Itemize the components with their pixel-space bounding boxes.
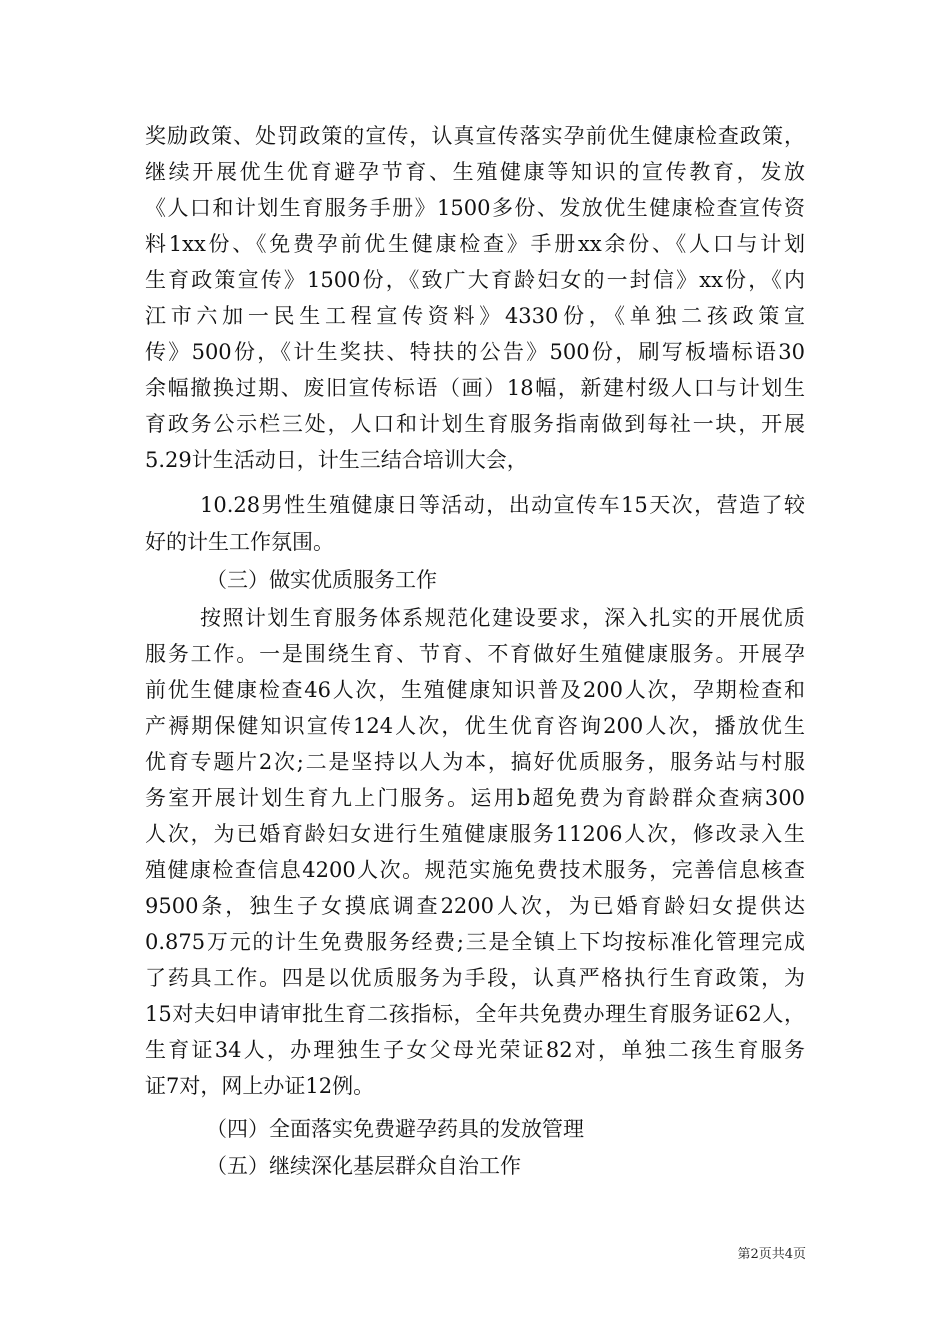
section-heading: （三）做实优质服务工作 xyxy=(206,568,437,592)
text-line: 料1xx份、《免费孕前优生健康检查》手册xx余份、《人口与计划 xyxy=(145,232,805,256)
text-line: 殖健康检查信息4200人次。规范实施免费技术服务，完善信息核查 xyxy=(145,858,805,882)
text-line: 15对夫妇申请审批生育二孩指标，全年共免费办理生育服务证62人， xyxy=(145,1002,805,1026)
text-line: 服务工作。一是围绕生育、节育、不育做好生殖健康服务。开展孕 xyxy=(145,642,805,666)
text-line: 《人口和计划生育服务手册》1500多份、发放优生健康检查宣传资 xyxy=(145,196,805,220)
text-line: 人次，为已婚育龄妇女进行生殖健康服务11206人次，修改录入生 xyxy=(145,822,805,846)
text-line: 育政务公示栏三处，人口和计划生育服务指南做到每社一块，开展 xyxy=(145,412,805,436)
section-heading: （四）全面落实免费避孕药具的发放管理 xyxy=(206,1117,584,1141)
text-line: 9500条，独生子女摸底调查2200人次，为已婚育龄妇女提供达 xyxy=(145,894,805,918)
text-line: 优育专题片2次;二是坚持以人为本，搞好优质服务，服务站与村服 xyxy=(145,750,805,774)
text-line: 按照计划生育服务体系规范化建设要求，深入扎实的开展优质 xyxy=(200,606,805,630)
text-line: 了药具工作。四是以优质服务为手段，认真严格执行生育政策，为 xyxy=(145,966,805,990)
text-line: 前优生健康检查46人次，生殖健康知识普及200人次，孕期检查和 xyxy=(145,678,805,702)
text-line: 产褥期保健知识宣传124人次，优生优育咨询200人次，播放优生 xyxy=(145,714,805,738)
text-line: 生育证34人，办理独生子女父母光荣证82对，单独二孩生育服务 xyxy=(145,1038,805,1062)
text-line: 奖励政策、处罚政策的宣传，认真宣传落实孕前优生健康检查政策， xyxy=(145,124,805,148)
text-line: 好的计生工作氛围。 xyxy=(145,530,334,554)
text-line: 5.29计生活动日，计生三结合培训大会， xyxy=(145,448,528,472)
page-number: 第2页共4页 xyxy=(737,1247,806,1262)
text-line: 0.875万元的计生免费服务经费;三是全镇上下均按标准化管理完成 xyxy=(145,930,805,954)
text-line: 余幅撤换过期、废旧宣传标语（画）18幅，新建村级人口与计划生 xyxy=(145,376,805,400)
text-line: 证7对，网上办证12例。 xyxy=(145,1074,375,1098)
section-heading: （五）继续深化基层群众自治工作 xyxy=(206,1154,521,1178)
text-line: 传》500份，《计生奖扶、特扶的公告》500份，刷写板墙标语30 xyxy=(145,340,805,364)
text-line: 江市六加一民生工程宣传资料》4330份，《单独二孩政策宣 xyxy=(145,304,805,328)
text-line: 务室开展计划生育九上门服务。运用b超免费为育龄群众查病300 xyxy=(145,786,805,810)
text-line: 继续开展优生优育避孕节育、生殖健康等知识的宣传教育，发放 xyxy=(145,160,805,184)
text-line: 生育政策宣传》1500份，《致广大育龄妇女的一封信》xx份，《内 xyxy=(145,268,805,292)
text-line: 10.28男性生殖健康日等活动，出动宣传车15天次，营造了较 xyxy=(200,493,805,517)
